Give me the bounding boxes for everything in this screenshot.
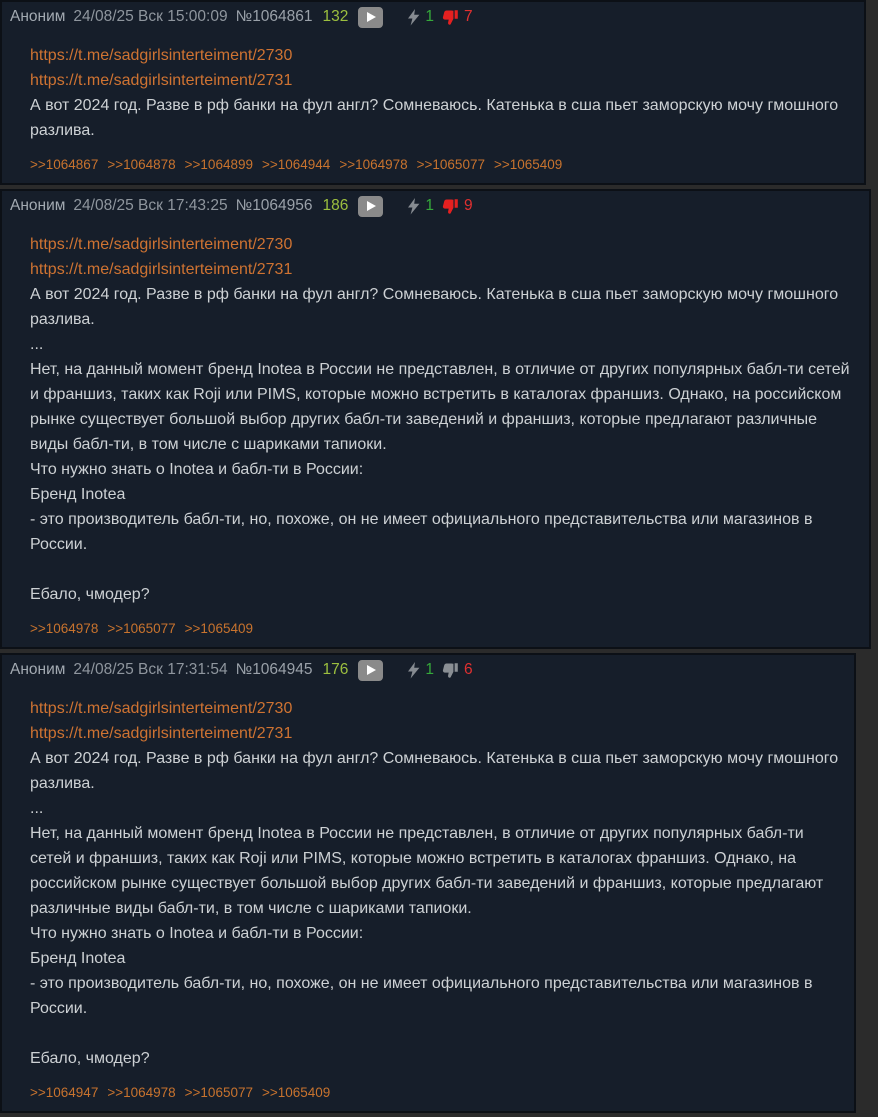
telegram-link[interactable]: https://t.me/sadgirlsinterteiment/2730 [30,236,293,253]
play-button[interactable] [358,660,383,681]
author-name: Аноним [10,197,66,214]
reply-link[interactable]: >>1065077 [107,621,176,636]
post-number-link[interactable]: №1064861 [235,8,313,25]
post-text-line: А вот 2024 год. Разве в рф банки на фул англ? Сомневаюсь. Катенька в сша пьет заморскую мочу гмошного разлива. [30,286,839,328]
reply-link[interactable]: >>1064947 [30,1085,99,1100]
reply-link[interactable]: >>1064878 [107,157,176,172]
dislike-count: 6 [464,661,473,678]
post-text-line: Что нужно знать о Inotea и бабл-ти в России: [30,461,364,478]
post-date: 24/08/25 Вск 17:31:54 [73,661,228,678]
dislike-button[interactable] [442,661,473,679]
telegram-link[interactable]: https://t.me/sadgirlsinterteiment/2731 [30,261,293,278]
posts-count-badge: 132 [322,8,349,25]
play-button[interactable] [358,7,383,28]
dislike-button[interactable] [442,8,473,26]
post-text-line: Бренд Inotea [30,950,126,967]
telegram-link[interactable]: https://t.me/sadgirlsinterteiment/2730 [30,47,293,64]
reply-link[interactable]: >>1064899 [184,157,253,172]
like-count: 1 [425,8,435,25]
dislike-button[interactable] [442,197,473,215]
post-body [30,232,857,607]
play-icon [367,201,376,211]
ellipsis-line: ... [30,336,44,353]
post-text-line: Бренд Inotea [30,486,126,503]
reply-link[interactable]: >>1064978 [30,621,99,636]
post-header [10,6,856,28]
post-card [0,653,856,1113]
post-text-line: - это производитель бабл-ти, но, похоже, он не имеет официального представительства или магазинов в России. [30,975,813,1017]
reply-link[interactable]: >>1065409 [261,1085,331,1100]
telegram-link[interactable]: https://t.me/sadgirlsinterteiment/2731 [30,72,293,89]
post-text-line: Нет, на данный момент бренд Inotea в России не представлен, в отличие от других популярных бабл-ти сетей и франшиз, таких как Roji или PIMS, которые можно встретить в каталогах франшиз. Однако, на российском рынке существует большой выбор других бабл-ти заведений и франшиз, которые предлагают различные виды бабл-ти, в том числе с шариками тапиоки. [30,361,850,453]
reply-link[interactable]: >>1064978 [107,1085,176,1100]
like-button[interactable] [407,197,434,215]
blank-line [30,557,857,582]
blank-line [30,1021,842,1046]
telegram-link[interactable]: https://t.me/sadgirlsinterteiment/2730 [30,700,293,717]
thumbs-down-icon [442,9,459,26]
author-name: Аноним [10,661,66,678]
post-text-line: А вот 2024 год. Разве в рф банки на фул англ? Сомневаюсь. Катенька в сша пьет заморскую мочу гмошного разлива. [30,750,839,792]
dislike-count: 7 [464,8,473,25]
like-button[interactable] [407,661,434,679]
replies-row [30,1084,846,1101]
post-date: 24/08/25 Вск 17:43:25 [73,197,228,214]
post-text-line: Ебало, чмодер? [30,1050,150,1067]
reply-link[interactable]: >>1064867 [30,157,99,172]
post-card [0,189,871,649]
reply-link[interactable]: >>1064944 [261,157,331,172]
play-icon [367,665,376,675]
replies-row [30,620,861,637]
post-header [10,659,846,681]
thumbs-down-icon [442,662,459,679]
dislike-count: 9 [464,197,473,214]
reply-link[interactable]: >>1065409 [184,621,253,636]
post-date: 24/08/25 Вск 15:00:09 [73,8,228,25]
reply-link[interactable]: >>1065077 [416,157,485,172]
post-text-line: А вот 2024 год. Разве в рф банки на фул англ? Сомневаюсь. Катенька в сша пьет заморскую мочу гмошного разлива. [30,97,839,139]
post-card [0,0,866,185]
telegram-link[interactable]: https://t.me/sadgirlsinterteiment/2731 [30,725,293,742]
post-header [10,195,861,217]
ellipsis-line: ... [30,800,44,817]
post-text-line: Ебало, чмодер? [30,586,150,603]
reply-link[interactable]: >>1065409 [493,157,563,172]
author-name: Аноним [10,8,66,25]
post-number-link[interactable]: №1064956 [235,197,313,214]
reply-link[interactable]: >>1064978 [339,157,408,172]
like-button[interactable] [407,8,434,26]
replies-row [30,156,856,173]
like-count: 1 [425,661,435,678]
posts-count-badge: 186 [322,197,349,214]
lightning-icon [407,9,420,26]
lightning-icon [407,198,420,215]
post-text-line: - это производитель бабл-ти, но, похоже, он не имеет официального представительства или магазинов в России. [30,511,813,553]
post-body [30,43,852,143]
post-number-link[interactable]: №1064945 [235,661,313,678]
play-icon [367,12,376,22]
thumbs-down-icon [442,198,459,215]
lightning-icon [407,662,420,679]
like-count: 1 [425,197,435,214]
reply-link[interactable]: >>1065077 [184,1085,253,1100]
post-body [30,696,842,1071]
play-button[interactable] [358,196,383,217]
post-text-line: Что нужно знать о Inotea и бабл-ти в России: [30,925,364,942]
posts-count-badge: 176 [322,661,349,678]
post-text-line: Нет, на данный момент бренд Inotea в России не представлен, в отличие от других популярных бабл-ти сетей и франшиз, таких как Roji или PIMS, которые можно встретить в каталогах франшиз. Однако, на российском рынке существует большой выбор других бабл-ти заведений и франшиз, которые предлагают различные виды бабл-ти, в том числе с шариками тапиоки. [30,825,824,917]
